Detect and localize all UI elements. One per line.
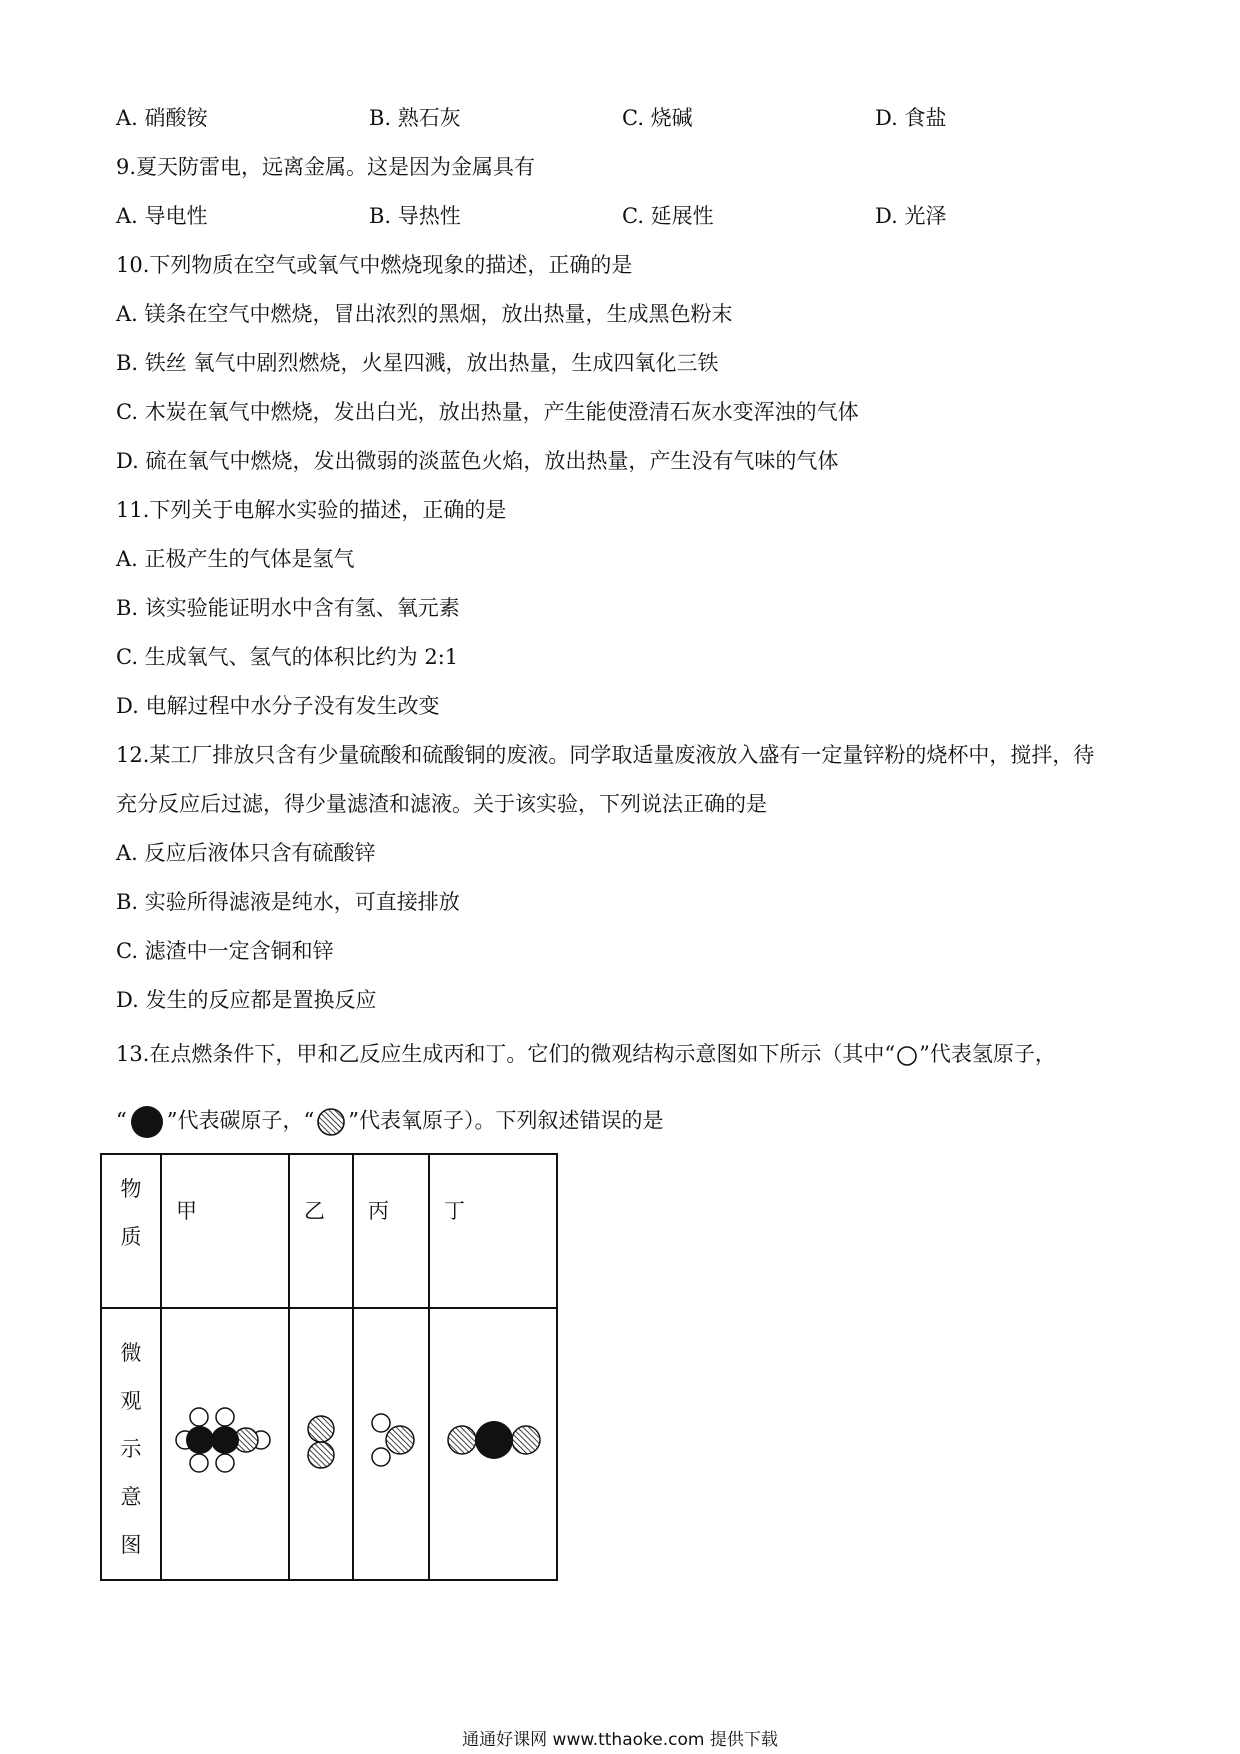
header-bing: 丙 xyxy=(353,1154,429,1308)
molecule-table xyxy=(100,1153,558,1581)
header-jia: 甲 xyxy=(161,1154,289,1308)
q11-option-c: C. 生成氧气、氢气的体积比约为 2:1 xyxy=(116,645,459,669)
row-label-char: 意 xyxy=(120,1485,142,1509)
q10-option-a: A. 镁条在空气中燃烧，冒出浓烈的黑烟，放出热量，生成黑色粉末 xyxy=(116,302,733,326)
q9-option-c: C. 延展性 xyxy=(622,204,714,228)
q12-option-c: C. 滤渣中一定含铜和锌 xyxy=(116,939,334,963)
row-label-char: 图 xyxy=(120,1533,142,1557)
q12-option-d: D. 发生的反应都是置换反应 xyxy=(116,988,377,1012)
molecule-jia xyxy=(161,1308,289,1580)
q12-option-b: B. 实验所得滤液是纯水，可直接排放 xyxy=(116,890,460,914)
table-molecule-row xyxy=(101,1308,557,1580)
q10-stem: 10.下列物质在空气或氧气中燃烧现象的描述，正确的是 xyxy=(116,253,633,277)
carbon-dioxide-molecule-icon xyxy=(430,1397,556,1487)
page-footer: 通通好课网 www.tthaoke.com 提供下载 xyxy=(462,1730,778,1750)
q8-option-d: D. 食盐 xyxy=(875,106,947,130)
q11-stem: 11.下列关于电解水实验的描述，正确的是 xyxy=(116,498,507,522)
molecule-ding xyxy=(429,1308,557,1580)
q9-option-d: D. 光泽 xyxy=(875,204,947,228)
row-label-char: 示 xyxy=(120,1437,142,1461)
hydrogen-atom-icon xyxy=(895,1044,919,1068)
q11-option-d: D. 电解过程中水分子没有发生改变 xyxy=(116,694,440,718)
q10-option-b: B. 铁丝 氧气中剧烈燃烧，火星四溅，放出热量，生成四氧化三铁 xyxy=(116,351,719,375)
oxygen-molecule-icon xyxy=(290,1397,352,1487)
q13-stem-line2 xyxy=(116,1105,663,1139)
q9-option-b: B. 导热性 xyxy=(369,204,461,228)
q13-stem-text-5: ”代表氧原子）。下列叙述错误的是 xyxy=(348,1108,664,1133)
table-header-row xyxy=(101,1154,557,1308)
q10-option-c: C. 木炭在氧气中燃烧，发出白光，放出热量，产生能使澄清石灰水变浑浊的气体 xyxy=(116,400,859,424)
q8-option-c: C. 烧碱 xyxy=(622,106,693,130)
row-label-char: 观 xyxy=(120,1389,142,1413)
molecule-bing xyxy=(353,1308,429,1580)
q13-stem-text-3: “ xyxy=(116,1108,127,1133)
ethanol-molecule-icon xyxy=(162,1397,288,1487)
water-molecule-icon xyxy=(354,1397,428,1487)
row-label-char: 物 xyxy=(120,1177,142,1201)
q9-stem: 9.夏天防雷电，远离金属。这是因为金属具有 xyxy=(116,155,536,179)
q13-stem-line1 xyxy=(116,1040,1056,1068)
row-label-substance xyxy=(101,1154,161,1308)
row-label-diagram xyxy=(101,1308,161,1580)
q12-stem-line2: 充分反应后过滤，得少量滤渣和滤液。关于该实验，下列说法正确的是 xyxy=(116,792,767,816)
q10-option-d: D. 硫在氧气中燃烧，发出微弱的淡蓝色火焰，放出热量，产生没有气味的气体 xyxy=(116,449,839,473)
header-ding: 丁 xyxy=(429,1154,557,1308)
q9-option-a: A. 导电性 xyxy=(116,204,208,228)
row-label-char: 微 xyxy=(120,1341,142,1365)
q12-stem-line1: 12.某工厂排放只含有少量硫酸和硫酸铜的废液。同学取适量废液放入盛有一定量锌粉的烧杯中，搅拌，待 xyxy=(116,743,1095,767)
q13-stem-text-1: 13.在点燃条件下，甲和乙反应生成丙和丁。它们的微观结构示意图如下所示（其中“ xyxy=(116,1042,896,1066)
header-yi: 乙 xyxy=(289,1154,353,1308)
oxygen-atom-icon xyxy=(314,1107,348,1137)
row-label-char: 质 xyxy=(120,1225,142,1249)
q11-option-b: B. 该实验能证明水中含有氢、氧元素 xyxy=(116,596,460,620)
q13-stem-text-2: ”代表氢原子， xyxy=(919,1042,1056,1066)
molecule-yi xyxy=(289,1308,353,1580)
q8-option-b: B. 熟石灰 xyxy=(369,106,461,130)
carbon-atom-icon xyxy=(127,1105,167,1139)
q12-option-a: A. 反应后液体只含有硫酸锌 xyxy=(116,841,376,865)
q13-stem-text-4: ”代表碳原子，“ xyxy=(166,1108,315,1133)
q11-option-a: A. 正极产生的气体是氢气 xyxy=(116,547,355,571)
q8-option-a: A. 硝酸铵 xyxy=(116,106,208,130)
